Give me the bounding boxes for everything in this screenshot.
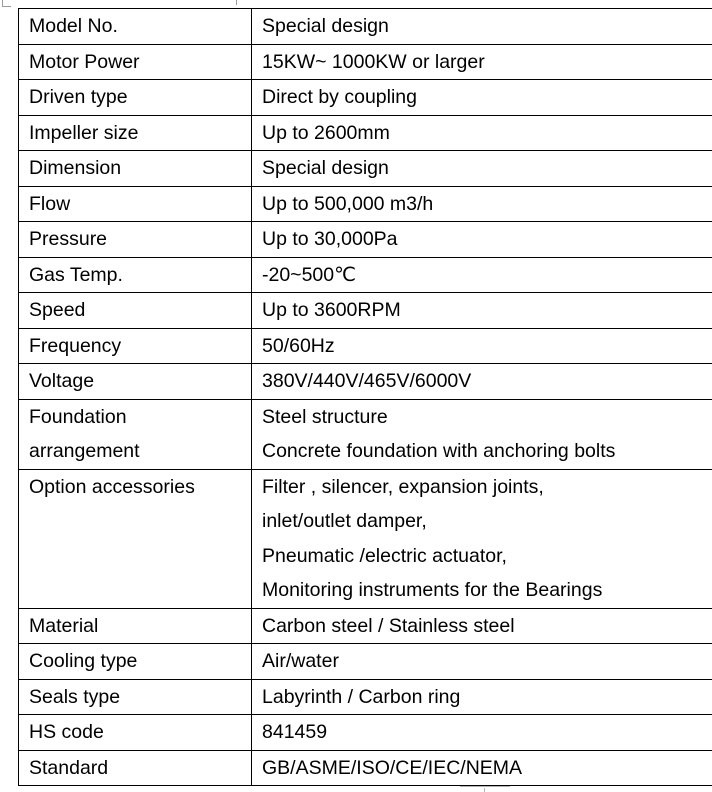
table-row-foundation-arrangement [19,399,712,469]
row-value: Special design [252,9,712,45]
row-label: Speed [19,293,252,329]
row-label: Pressure [19,222,252,258]
row-label: Motor Power [19,44,252,80]
table-row-dimension [19,151,712,187]
row-label: Frequency [19,328,252,364]
row-value [252,399,712,469]
row-value-line: Concrete foundation with anchoring bolts [262,440,616,462]
table-row-option-accessories [19,469,712,608]
row-value: -20~500℃ [252,257,712,293]
row-value: 50/60Hz [252,328,712,364]
row-label: HS code [19,715,252,751]
row-value: Up to 500,000 m3/h [252,186,712,222]
row-value: Air/water [252,644,712,680]
row-label: Cooling type [19,644,252,680]
table-row-pressure [19,222,712,258]
table-row-hs-code [19,715,712,751]
row-value: 15KW~ 1000KW or larger [252,44,712,80]
table-row-motor-power [19,44,712,80]
row-label: Driven type [19,80,252,116]
row-label: Voltage [19,364,252,400]
table-row-driven-type [19,80,712,116]
row-label: Dimension [19,151,252,187]
row-value [252,469,712,608]
specification-table [18,8,712,786]
row-value: Up to 3600RPM [252,293,712,329]
row-label [19,399,252,469]
bottom-edge-mark [460,786,510,792]
row-value: 380V/440V/465V/6000V [252,364,712,400]
row-value: GB/ASME/ISO/CE/IEC/NEMA [252,750,712,786]
row-value-line: inlet/outlet damper, [262,510,427,532]
row-label-line: arrangement [29,440,140,462]
table-row-speed [19,293,712,329]
row-value: Labyrinth / Carbon ring [252,679,712,715]
row-label: Material [19,608,252,644]
table-row-frequency [19,328,712,364]
table-row-model-no [19,9,712,45]
table-row-cooling-type [19,644,712,680]
row-value-line: Monitoring instruments for the Bearings [262,579,603,601]
table-row-gas-temp [19,257,712,293]
row-value: Carbon steel / Stainless steel [252,608,712,644]
table-row-impeller-size [19,115,712,151]
row-label: Standard [19,750,252,786]
row-label: Flow [19,186,252,222]
row-label: Seals type [19,679,252,715]
row-value: 841459 [252,715,712,751]
row-label: Option accessories [19,469,252,608]
row-value-line: Pneumatic /electric actuator, [262,544,507,567]
table-row-flow [19,186,712,222]
row-value: Special design [252,151,712,187]
table-anchor-mark [2,0,11,7]
row-label: Gas Temp. [19,257,252,293]
row-label: Model No. [19,9,252,45]
table-row-material [19,608,712,644]
table-row-standard [19,750,712,786]
table-row-seals-type [19,679,712,715]
row-label-line: Foundation [29,405,127,428]
table-row-voltage [19,364,712,400]
row-label: Impeller size [19,115,252,151]
row-value-line: Filter , silencer, expansion joints, [262,475,544,498]
row-value: Up to 30,000Pa [252,222,712,258]
row-value-line: Steel structure [262,405,388,428]
row-value: Direct by coupling [252,80,712,116]
top-edge-mark [236,0,243,5]
row-value: Up to 2600mm [252,115,712,151]
